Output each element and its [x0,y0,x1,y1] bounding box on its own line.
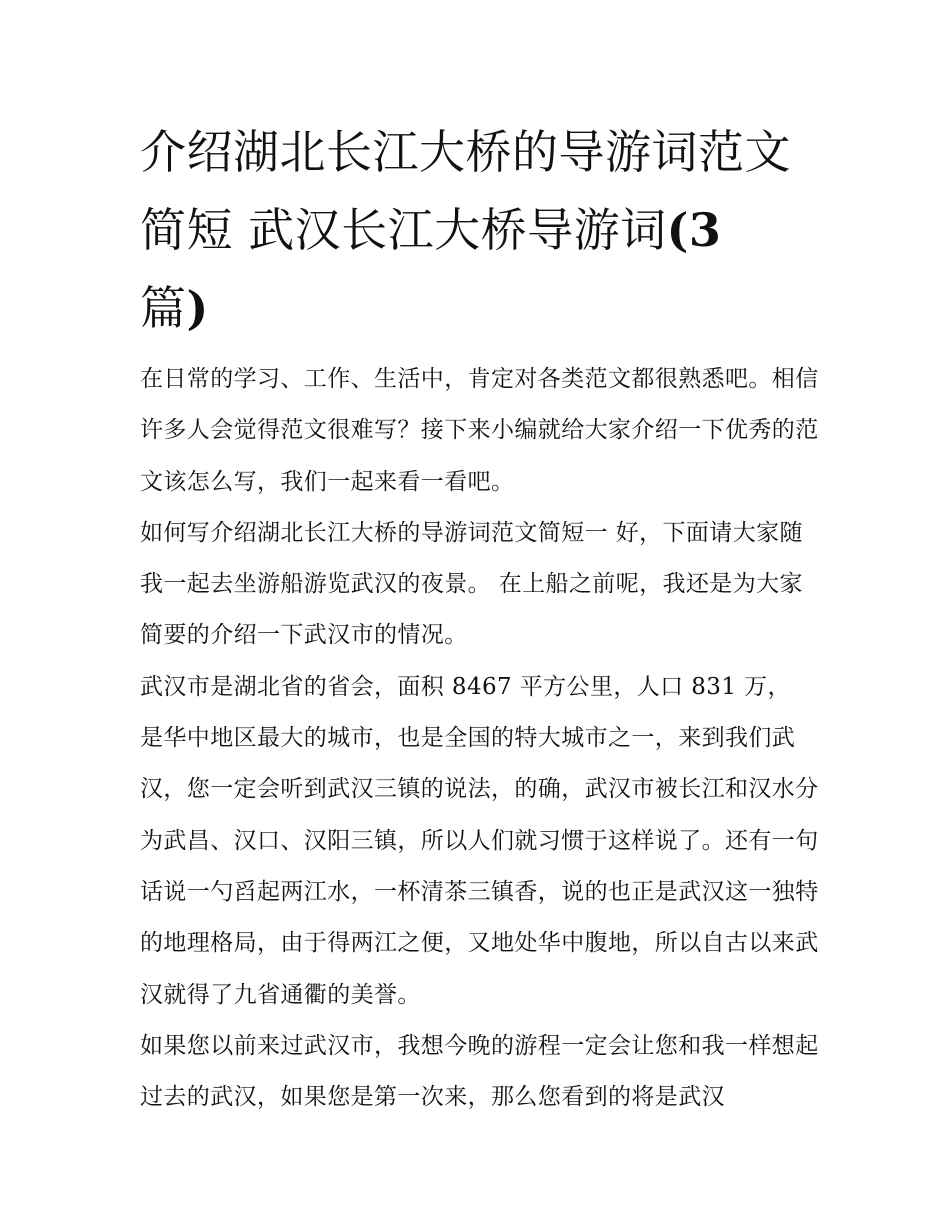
paragraph-tour: 如果您以前来过武汉市，我想今晚的游程一定会让您和我一样想起过去的武汉，如果您是第一次来，那么您看到的将是武汉 [140,1032,819,1111]
paragraph-three-towns: 是华中地区最大的城市，也是全国的特大城市之一，来到我们武汉，您一定会听到武汉三镇的说法，的确，武汉市被长江和汉水分为武昌、汉口、汉阳三镇，所以人们就习惯于这样说了。还有一句话说一勺舀起两江水，一杯清茶三镇香，说的也正是武汉这一独特的地理格局，由于得两江之便，又地处华中腹地，所以自古以来武汉就得了九省通衢的美誉。 [140,725,819,1008]
document-body [140,354,820,1123]
title-count-open: (3 [666,203,722,257]
title-main: 介绍湖北长江大桥的导游词范文简短 武汉长江大桥导游词 [140,125,791,257]
paragraph-city-stats: 武汉市是湖北省的省会，面积 8467 平方公里，人口 831 万， [140,673,791,700]
document-title [140,113,830,347]
title-count-unit: 篇 [140,281,187,335]
paragraph-opening: 如何写介绍湖北长江大桥的导游词范文简短一 好，下面请大家随我一起去坐游船游览武汉的夜景。 在上船之前呢，我还是为大家简要的介绍一下武汉市的情况。 [140,519,803,649]
paragraph-intro: 在日常的学习、工作、生活中，肯定对各类范文都很熟悉吧。相信许多人会觉得范文很难写？接下来小编就给大家介绍一下优秀的范文该怎么写，我们一起来看一看吧。 [140,366,819,495]
title-count-close: ) [186,281,209,335]
